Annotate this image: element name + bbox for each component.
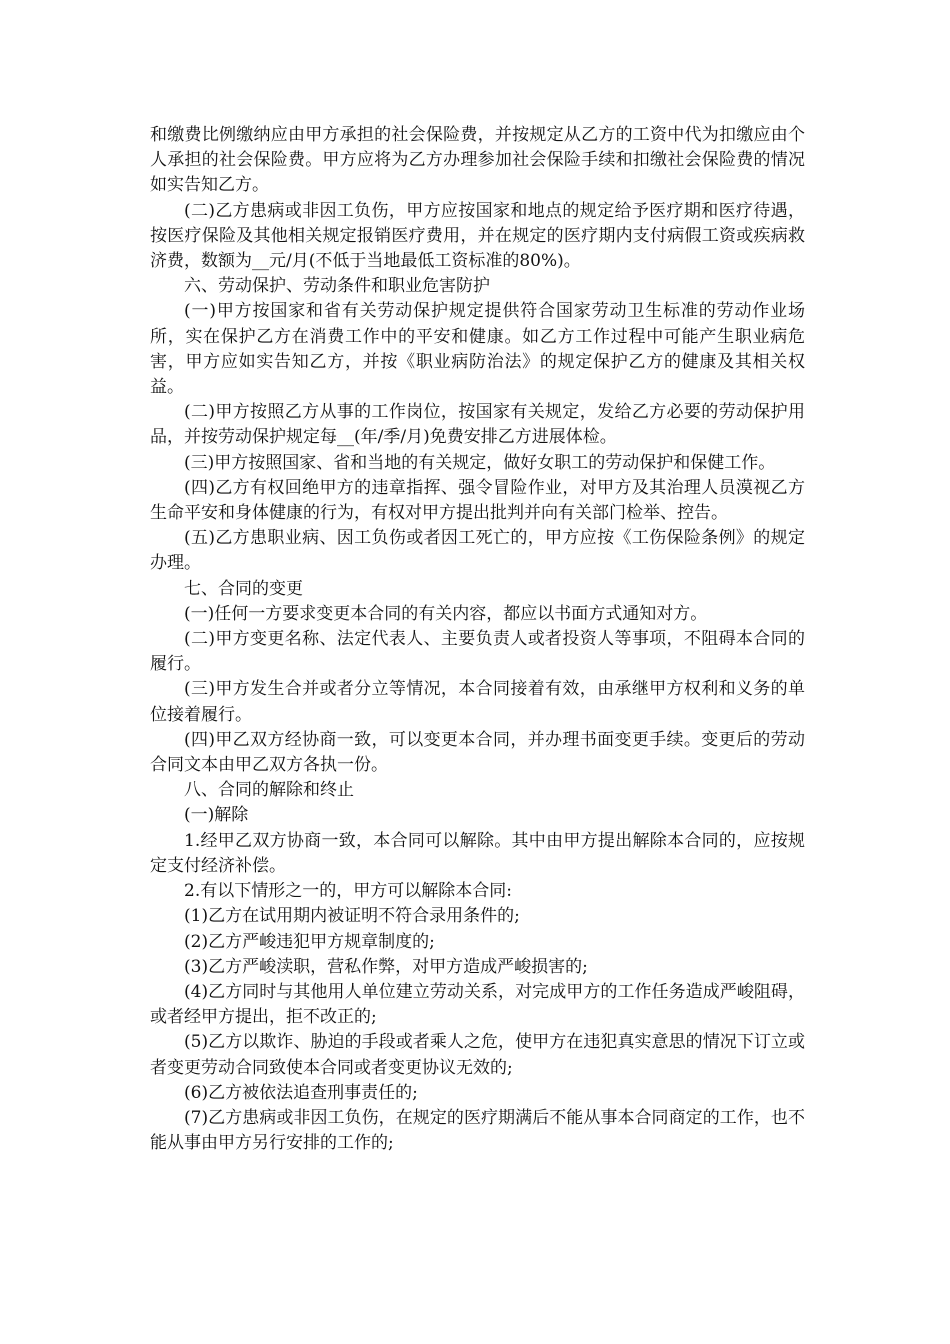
- paragraph-female-workers: (三)甲方按照国家、省和当地的有关规定，做好女职工的劳动保护和保健工作。: [184, 452, 776, 473]
- section-heading-termination: 八、合同的解除和终止: [184, 780, 354, 801]
- subheading-rescission: (一)解除: [184, 805, 249, 826]
- section-heading-labor-protection: 六、劳动保护、劳动条件和职业危害防护: [184, 276, 490, 297]
- paragraph-change-notice: (一)任何一方要求变更本合同的有关内容，都应以书面方式通知对方。: [184, 603, 708, 624]
- paragraph-medical-treatment: (二)乙方患病或非因工负伤，甲方应按国家和地点的规定给予医疗期和医疗待遇，按医疗保险及其他相关规定报销医疗费用，并在规定的医疗期内支付病假工资或疾病救济费，数额为__元/月(不低于当地最低工资标准的80%)。: [150, 200, 805, 272]
- paragraph-protective-equipment: (二)甲方按照乙方从事的工作岗位，按国家有关规定，发给乙方必要的劳动保护用品，并按劳动保护规定每__(年/季/月)免费安排乙方进展体检。: [150, 402, 805, 448]
- document-body: [150, 123, 805, 1156]
- paragraph-social-insurance: 和缴费比例缴纳应由甲方承担的社会保险费，并按规定从乙方的工资中代为扣缴应由个人承担的社会保险费。甲方应将为乙方办理参加社会保险手续和扣缴社会保险费的情况如实告知乙方。: [150, 125, 805, 196]
- paragraph-occupational-injury: (五)乙方患职业病、因工负伤或者因工死亡的，甲方应按《工伤保险条例》的规定办理。: [150, 528, 805, 574]
- paragraph-mutual-change: (四)甲乙双方经协商一致，可以变更本合同，并办理书面变更手续。变更后的劳动合同文本由甲乙双方各执一份。: [150, 729, 805, 776]
- paragraph-workplace-safety: (一)甲方按国家和省有关劳动保护规定提供符合国家劳动卫生标准的劳动作业场所，实在保护乙方在消费工作中的平安和健康。如乙方工作过程中可能产生职业病危害，甲方应如实告知乙方，并按《职业病防治法》的规定保护乙方的健康及其相关权益。: [150, 301, 805, 398]
- paragraph-rescission-conditions: 2.有以下情形之一的，甲方可以解除本合同:: [184, 881, 512, 902]
- list-item-criminal: (6)乙方被依法追查刑事责任的;: [184, 1082, 418, 1103]
- list-item-illness: (7)乙方患病或非因工负伤，在规定的医疗期满后不能从事本合同商定的工作，也不能从事由甲方另行安排的工作的;: [150, 1107, 805, 1154]
- paragraph-mutual-rescission: 1.经甲乙双方协商一致，本合同可以解除。其中由甲方提出解除本合同的，应按规定支付经济补偿。: [150, 830, 805, 876]
- list-item-probation: (1)乙方在试用期内被证明不符合录用条件的;: [184, 906, 520, 927]
- paragraph-name-change: (二)甲方变更名称、法定代表人、主要负责人或者投资人等事项，不阻碍本合同的履行。: [150, 629, 805, 675]
- list-item-dereliction: (3)乙方严峻渎职，营私作弊，对甲方造成严峻损害的;: [184, 956, 588, 977]
- list-item-dual-employment: (4)乙方同时与其他用人单位建立劳动关系，对完成甲方的工作任务造成严峻阻碍，或者经甲方提出，拒不改正的;: [150, 981, 805, 1028]
- paragraph-merger: (三)甲方发生合并或者分立等情况，本合同接着有效，由承继甲方权利和义务的单位接着履行。: [150, 679, 805, 725]
- list-item-rule-violation: (2)乙方严峻违犯甲方规章制度的;: [184, 931, 435, 952]
- list-item-fraud: (5)乙方以欺诈、胁迫的手段或者乘人之危，使甲方在违犯真实意思的情况下订立或者变更劳动合同致使本合同或者变更协议无效的;: [150, 1032, 805, 1078]
- section-heading-contract-change: 七、合同的变更: [184, 578, 303, 599]
- paragraph-refuse-violations: (四)乙方有权回绝甲方的违章指挥、强令冒险作业，对甲方及其治理人员漠视乙方生命平安和身体健康的行为，有权对甲方提出批判并向有关部门检举、控告。: [150, 477, 805, 524]
